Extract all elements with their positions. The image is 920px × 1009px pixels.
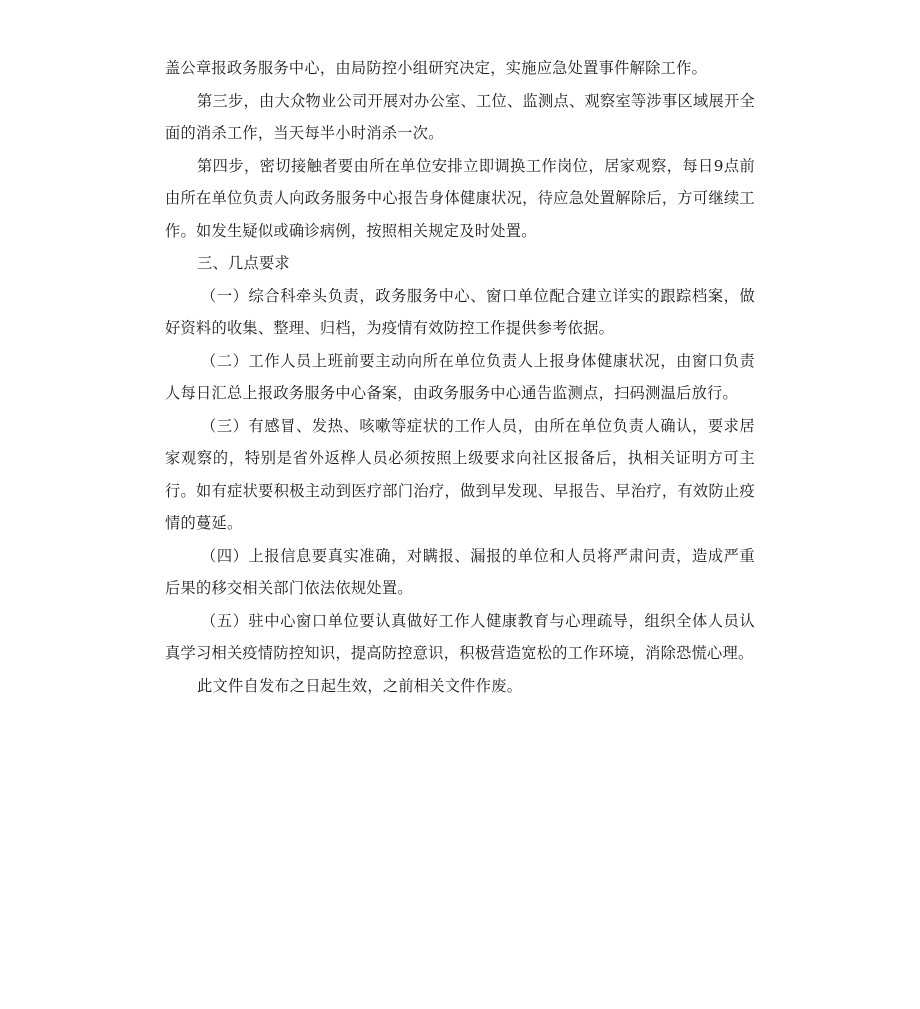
paragraph-requirement-3: （三）有感冒、发热、咳嗽等症状的工作人员，由所在单位负责人确认，要求居家观察的，特别是省外返桦人员必须按照上级要求向社区报备后，执相关证明方可主行。如有症状要积极主动到医疗部门治疗，做到早发现、早报告、早治疗，有效防止疫情的蔓延。 (165, 416, 755, 532)
document-body (165, 52, 755, 702)
paragraph-continuation: 盖公章报政务服务中心，由局防控小组研究决定，实施应急处置事件解除工作。 (165, 59, 708, 77)
paragraph-requirement-4: （四）上报信息要真实准确，对瞒报、漏报的单位和人员将严肃问责，造成严重后果的移交相关部门依法依规处置。 (165, 546, 755, 597)
paragraph-requirement-1: （一）综合科牵头负责，政务服务中心、窗口单位配合建立详实的跟踪档案，做好资料的收集、整理、归档，为疫情有效防控工作提供参考依据。 (165, 286, 755, 337)
paragraph-requirement-2: （二）工作人员上班前要主动向所在单位负责人上报身体健康状况，由窗口负责人每日汇总上报政务服务中心备案，由政务服务中心通告监测点，扫码测温后放行。 (165, 351, 755, 402)
paragraph-step-four: 第四步，密切接触者要由所在单位安排立即调换工作岗位，居家观察，每日9点前由所在单位负责人向政务服务中心报告身体健康状况，待应急处置解除后，方可继续工作。如发生疑似或确诊病例，按照相关规定及时处置。 (165, 156, 755, 240)
paragraph-requirement-5: （五）驻中心窗口单位要认真做好工作人健康教育与心理疏导，组织全体人员认真学习相关疫情防控知识，提高防控意识，积极营造宽松的工作环境，消除恐慌心理。 (165, 611, 755, 662)
section-heading-requirements: 三、几点要求 (197, 254, 290, 272)
paragraph-effective-notice: 此文件自发布之日起生效，之前相关文件作废。 (197, 676, 523, 695)
paragraph-step-three: 第三步，由大众物业公司开展对办公室、工位、监测点、观察室等涉事区域展开全面的消杀工作，当天每半小时消杀一次。 (165, 91, 755, 142)
